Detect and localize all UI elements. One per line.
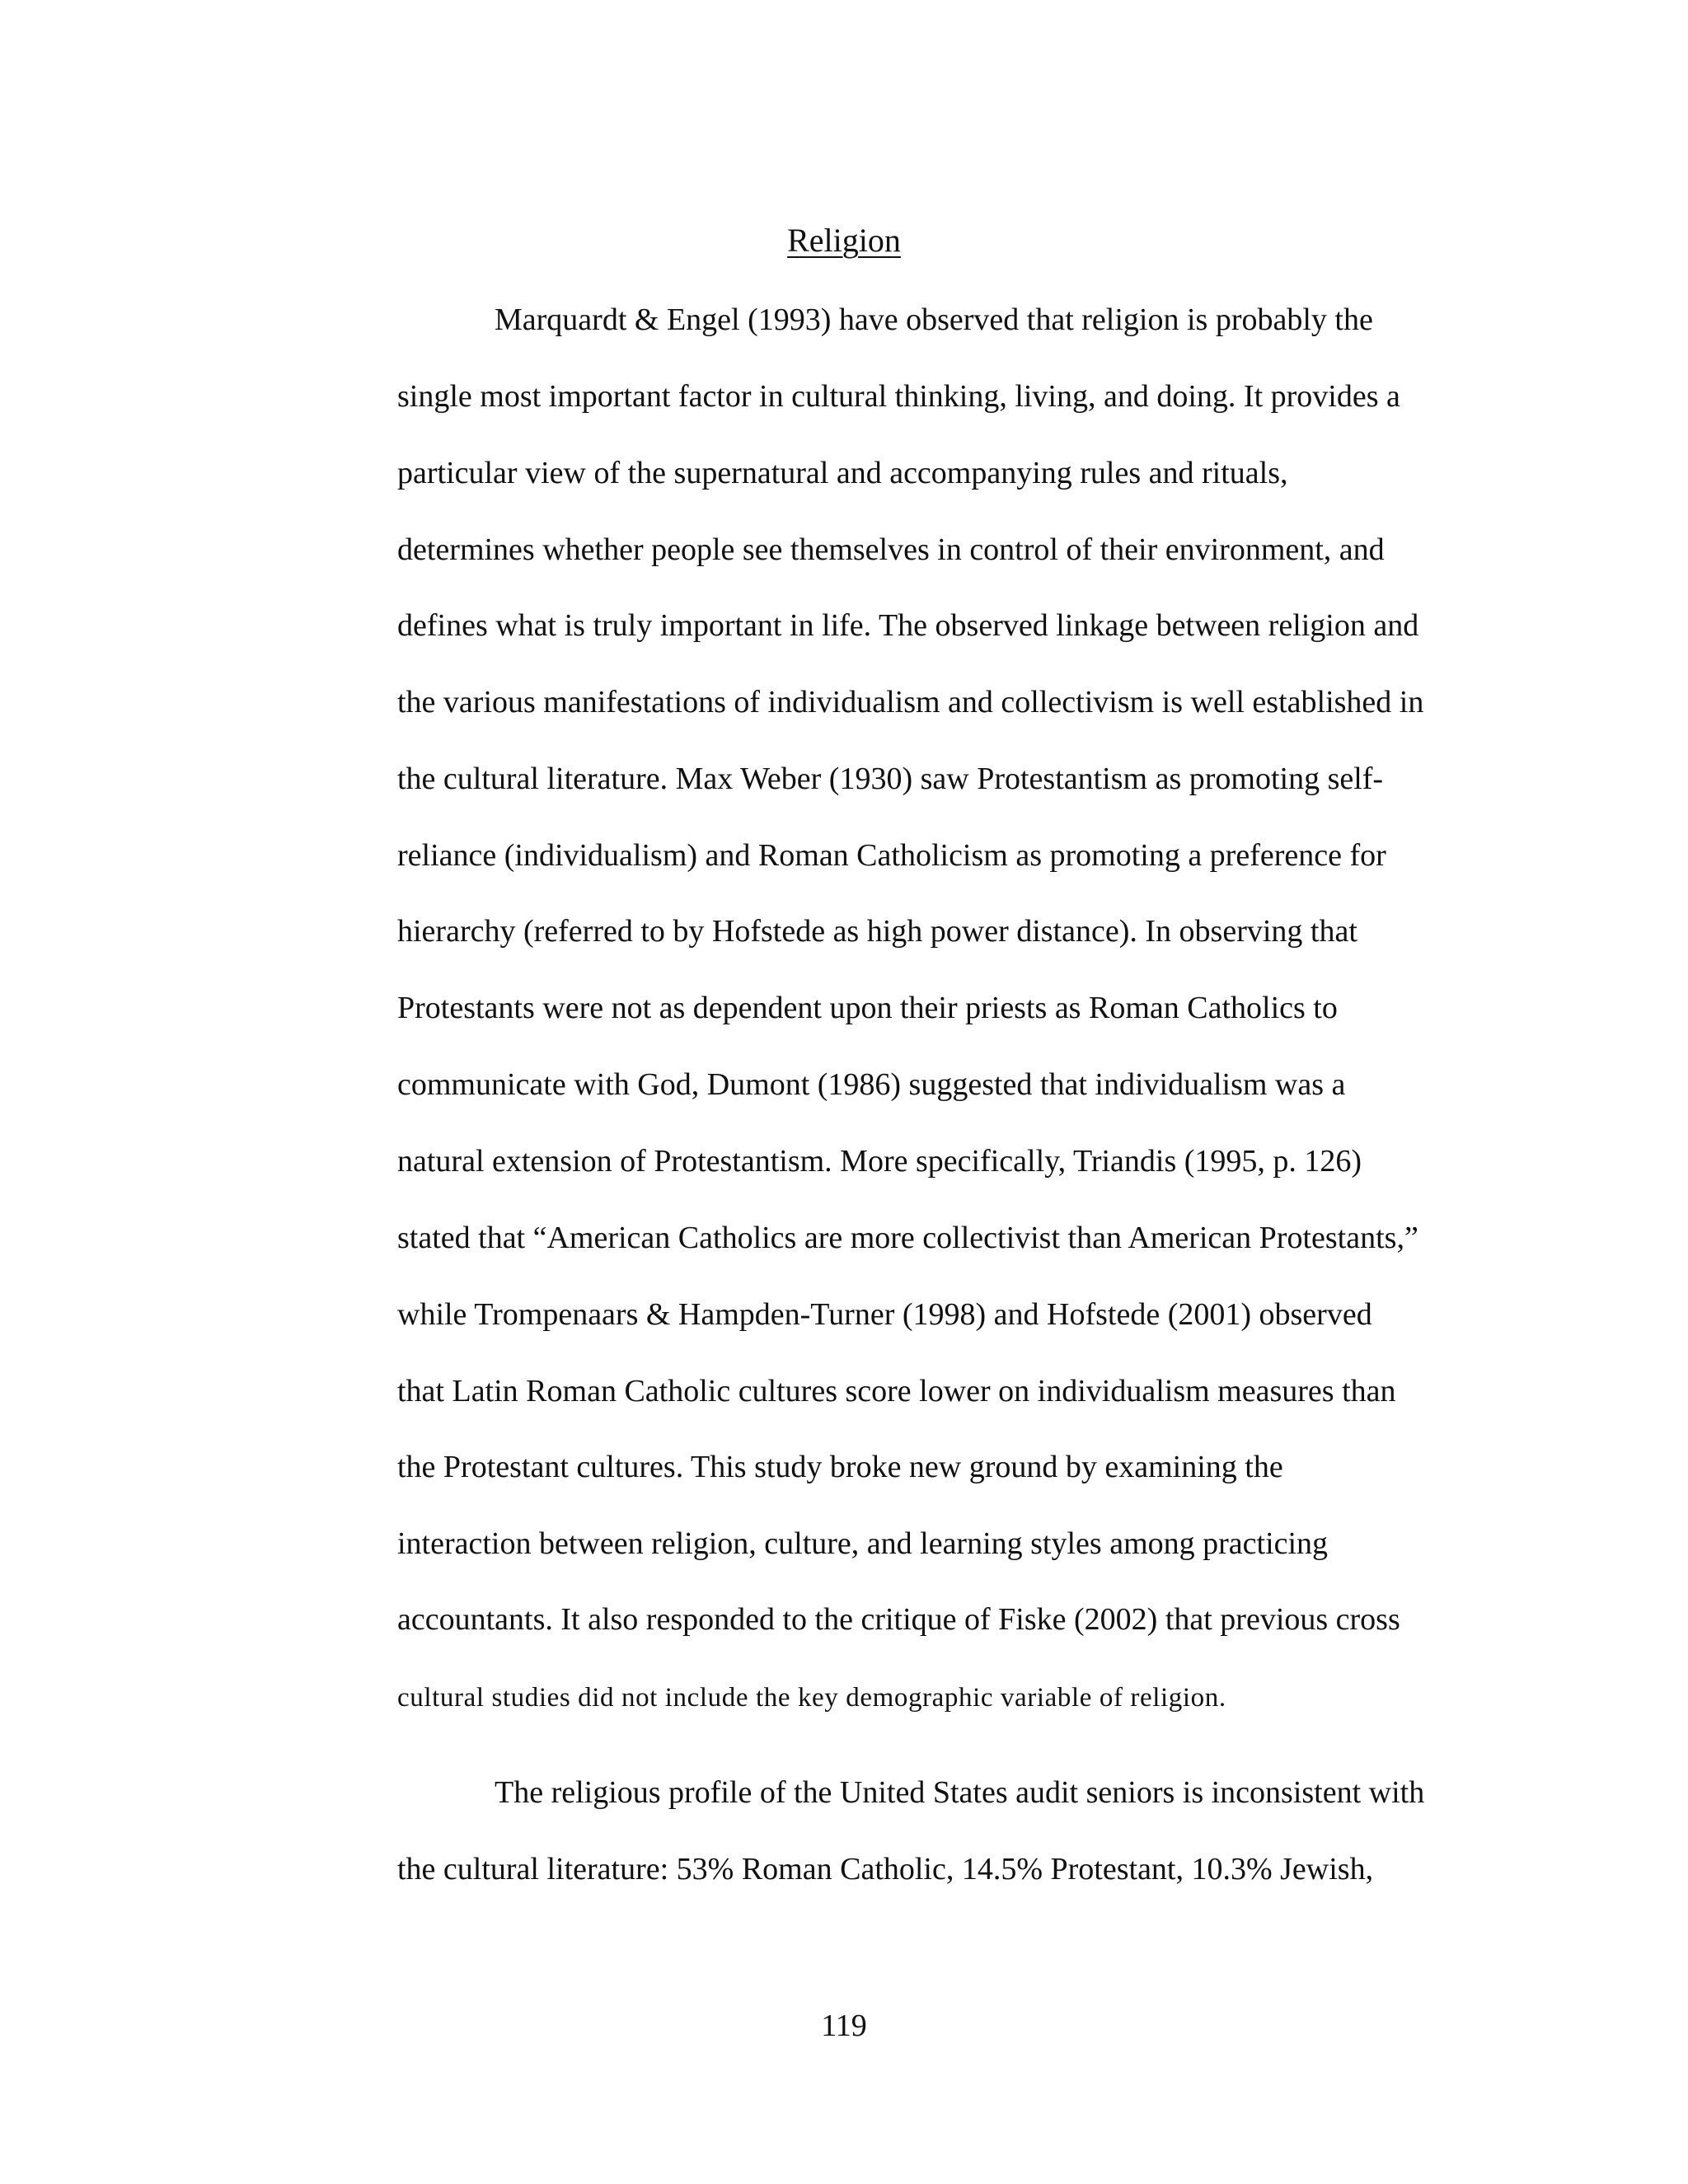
section-heading: Religion — [787, 222, 901, 259]
paragraph-line: hierarchy (referred to by Hofstede as high power distance). In observing that — [397, 914, 1357, 949]
paragraph-line: The religious profile of the United States audit seniors is inconsistent with — [495, 1775, 1425, 1810]
paragraph-line: reliance (individualism) and Roman Catholicism as promoting a preference for — [397, 838, 1386, 873]
paragraph-line: natural extension of Protestantism. More specifically, Triandis (1995, p. 126) — [397, 1144, 1362, 1179]
paragraph-line: single most important factor in cultural thinking, living, and doing. It provides a — [397, 379, 1400, 414]
paragraph-line: stated that “American Catholics are more collectivist than American Protestants,” — [397, 1221, 1418, 1255]
paragraph-line: determines whether people see themselves in control of their environment, and — [397, 532, 1385, 567]
paragraph-line: Protestants were not as dependent upon their priests as Roman Catholics to — [397, 991, 1338, 1025]
paragraph-line: interaction between religion, culture, and learning styles among practicing — [397, 1526, 1329, 1561]
paragraph-line: while Trompenaars & Hampden-Turner (1998) and Hofstede (2001) observed — [397, 1297, 1372, 1332]
page-number: 119 — [821, 2008, 867, 2043]
paragraph-line: that Latin Roman Catholic cultures score lower on individualism measures than — [397, 1374, 1396, 1408]
paragraph-line: communicate with God, Dumont (1986) suggested that individualism was a — [397, 1067, 1346, 1102]
paragraph-line: the Protestant cultures. This study broke new ground by examining the — [397, 1450, 1283, 1484]
paragraph-line: the cultural literature: 53% Roman Catholic, 14.5% Protestant, 10.3% Jewish, — [397, 1852, 1374, 1886]
paragraph-line: Marquardt & Engel (1993) have observed that religion is probably the — [495, 302, 1373, 337]
paragraph-line: defines what is truly important in life. The observed linkage between religion and — [397, 608, 1419, 643]
paragraph-line: cultural studies did not include the key demographic variable of religion. — [397, 1683, 1226, 1713]
paragraph-line: the various manifestations of individualism and collectivism is well established in — [397, 685, 1424, 719]
paragraph-line: the cultural literature. Max Weber (1930) saw Protestantism as promoting self- — [397, 762, 1384, 796]
paragraph-line: accountants. It also responded to the critique of Fiske (2002) that previous cross — [397, 1602, 1400, 1637]
paragraph-line: particular view of the supernatural and accompanying rules and rituals, — [397, 456, 1288, 490]
